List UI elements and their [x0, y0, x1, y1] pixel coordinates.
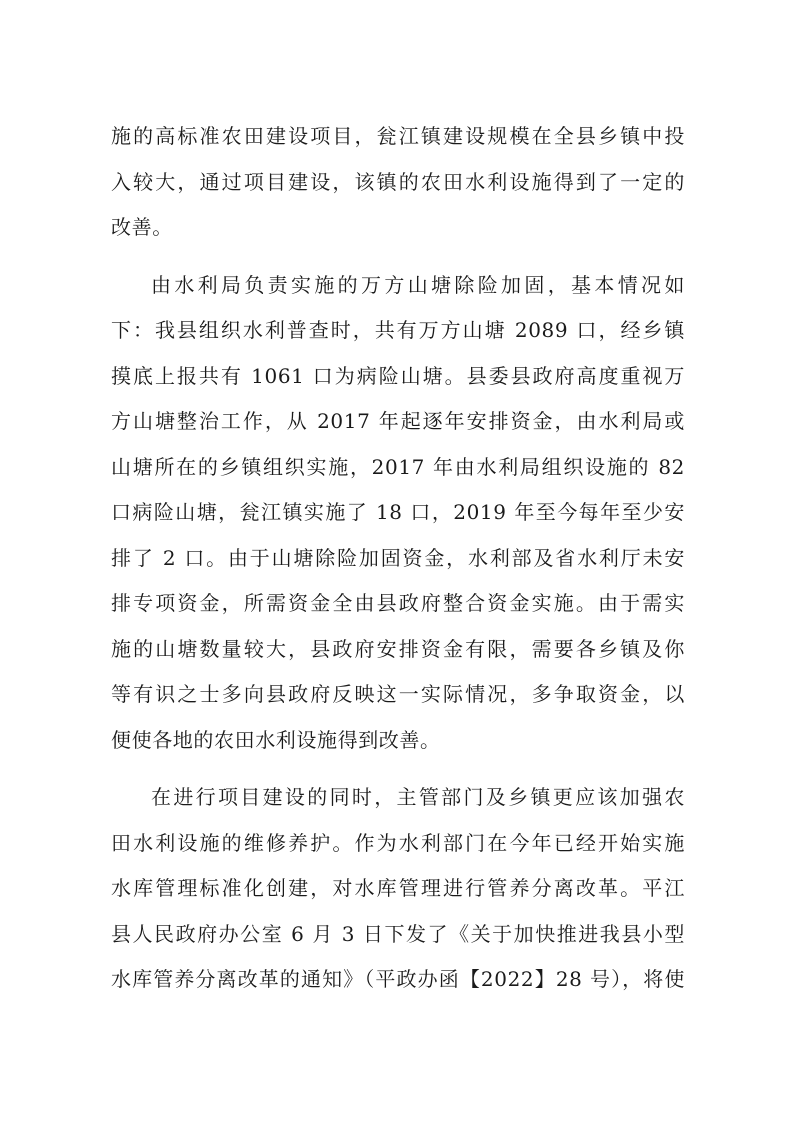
text-line: 水库管养分离改革的通知》（平政办函【2022】28 号），将使 — [111, 967, 685, 991]
paragraph-gap — [111, 251, 685, 263]
paragraph-1 — [111, 114, 685, 251]
text-line: 由水利局负责实施的万方山塘除险加固，基本情况如 — [151, 272, 685, 297]
text-line: 县人民政府办公室 6 月 3 日下发了《关于加快推进我县小型 — [111, 921, 685, 946]
text-line: 山塘所在的乡镇组织实施，2017 年由水利局组织设施的 82 — [111, 454, 685, 479]
text-line: 下：我县组织水利普查时，共有万方山塘 2089 口，经乡镇 — [111, 318, 685, 342]
text-line: 改善。 — [111, 215, 173, 239]
paragraph-2 — [111, 263, 685, 764]
text-line: 田水利设施的维修养护。作为水利部门在今年已经开始实施 — [111, 830, 685, 855]
text-line: 排专项资金，所需资金全由县政府整合资金实施。由于需实 — [111, 591, 685, 615]
text-line: 在进行项目建设的同时，主管部门及乡镇更应该加强农 — [151, 785, 685, 809]
paragraph-gap — [111, 763, 685, 775]
text-line: 便使各地的农田水利设施得到改善。 — [111, 727, 441, 752]
text-line: 口病险山塘，瓮江镇实施了 18 口，2019 年至今每年至少安 — [111, 500, 685, 524]
text-line: 排了 2 口。由于山塘除险加固资金，水利部及省水利厅未安 — [111, 545, 685, 570]
text-line: 施的高标准农田建设项目，瓮江镇建设规模在全县乡镇中投 — [111, 124, 685, 148]
text-line: 施的山塘数量较大，县政府安排资金有限，需要各乡镇及你 — [111, 636, 685, 661]
text-line: 水库管理标准化创建，对水库管理进行管养分离改革。平江 — [111, 876, 685, 900]
text-line: 入较大，通过项目建设，该镇的农田水利设施得到了一定的 — [111, 169, 685, 194]
text-line: 方山塘整治工作，从 2017 年起逐年安排资金，由水利局或 — [111, 409, 685, 433]
text-line: 摸底上报共有 1061 口为病险山塘。县委县政府高度重视万 — [111, 363, 685, 388]
document-body — [111, 114, 685, 1003]
paragraph-3 — [111, 775, 685, 1003]
text-line: 等有识之士多向县政府反映这一实际情况，多争取资金，以 — [111, 682, 685, 706]
